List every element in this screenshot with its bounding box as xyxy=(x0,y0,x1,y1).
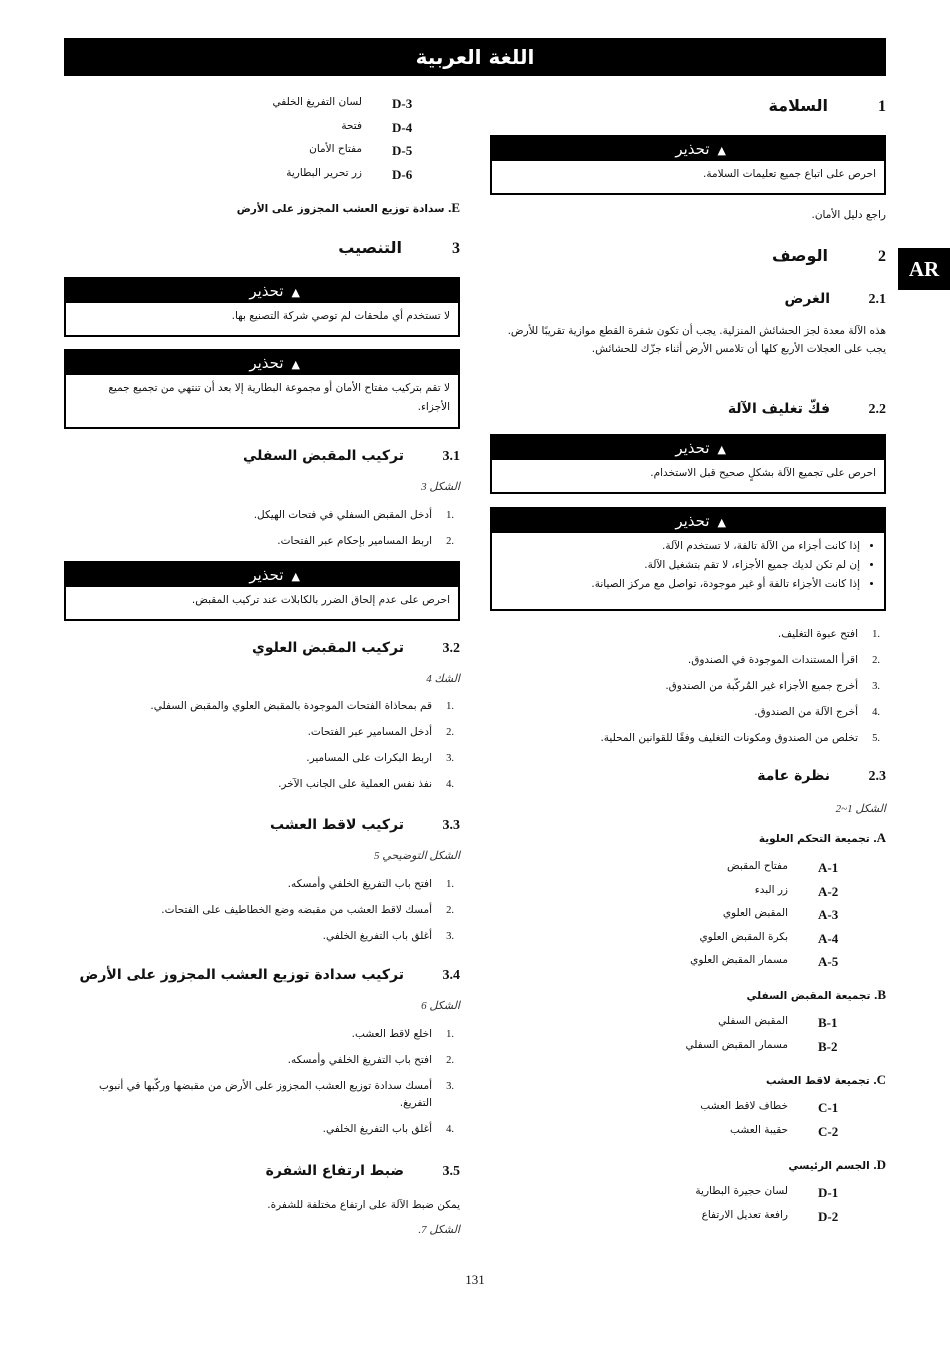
figure-reference: الشكل 7. xyxy=(418,1224,460,1236)
list-item: 3. اربط البكرات على المسامير. xyxy=(306,752,454,764)
page-number: 131 xyxy=(465,1272,485,1287)
section-3-5-heading: 3.5ضبط ارتفاع الشفرة xyxy=(265,1163,460,1179)
warning-box: ▲تحذير لا تستخدم أي ملحقات لم توصي شركة التصنيع بها. xyxy=(64,277,460,337)
upper-handle-steps xyxy=(64,698,460,802)
warning-box: ▲تحذير • إذا كانت أجزاء من الآلة تالفة، لا تستخدم الآلة. • إن لم تكن لديك جميع الأجزاء، لا تقم بتشغيل الآلة. • إذا كانت الأجزاء تالفة أو غير موجودة، تواصل مع مركز الصيانة. xyxy=(490,507,886,611)
warning-icon: ▲ xyxy=(717,144,726,157)
list-item: 2. اقرأ المستندات الموجودة في الصندوق. xyxy=(687,654,880,666)
figure-reference: الشكل التوضيحي 5 xyxy=(374,850,460,862)
part-row: D-1 لسان حجيرة البطارية xyxy=(695,1185,839,1200)
figure-reference: الشكل 1~2 xyxy=(835,803,886,815)
part-row: D-6 زر تحرير البطارية xyxy=(286,166,413,182)
list-item: 3. أخرج جميع الأجزاء غير المُركّبة من الصندوق. xyxy=(665,680,880,692)
list-item: 4. أغلق باب التفريغ الخلفي. xyxy=(322,1123,454,1135)
list-item: 1. افتح عبوة التغليف. xyxy=(777,628,880,640)
warning-box: ▲تحذير احرص على عدم إلحاق الضرر بالكابلات عند تركيب المقبض. xyxy=(64,561,460,621)
part-row: D-4 فتحة xyxy=(341,119,413,135)
warning-text: لا تستخدم أي ملحقات لم توصي شركة التصنيع بها. xyxy=(231,310,450,322)
part-row: C-1 خطاف لاقط العشب xyxy=(700,1100,839,1115)
section-3-2-heading: 3.2تركيب المقبض العلوي xyxy=(251,640,460,656)
list-item: 2. أدخل المسامير عبر الفتحات. xyxy=(307,726,454,738)
list-item: • إن لم تكن لديك جميع الأجزاء، لا تقم بتشغيل الآلة. xyxy=(500,556,860,575)
part-row: D-3 لسان التفريغ الخلفي xyxy=(272,96,413,111)
part-row: D-5 مفتاح الأمان xyxy=(309,143,413,158)
section-3-heading: 3التنصيب xyxy=(338,238,460,257)
list-item: 1. اخلع لاقط العشب. xyxy=(351,1028,454,1040)
warning-text: احرص على تجميع الآلة بشكلٍ صحيح قبل الاستخدام. xyxy=(650,467,876,479)
list-item: 2. أمسك لاقط العشب من مقبضه وضع الخطاطيف على الفتحات. xyxy=(161,904,454,916)
section-3-1-heading: 3.1تركيب المقبض السفلي xyxy=(243,448,460,464)
parts-list-d-cont xyxy=(64,96,460,190)
list-item: 3. أغلق باب التفريغ الخلفي. xyxy=(322,930,454,942)
section-2-2-heading: 2.2فكّ تغليف الآلة xyxy=(727,401,886,417)
part-row: B-1 المقبض السفلي xyxy=(718,1015,838,1030)
group-heading-e: E. سدادة توزيع العشب المجزوز على الأرض xyxy=(236,200,460,215)
blade-height-text: يمكن ضبط الآلة على ارتفاع مختلفة للشفرة. xyxy=(267,1199,460,1211)
group-heading-a: A. تجميعة التحكم العلوية xyxy=(758,830,886,845)
list-item: 2. افتح باب التفريغ الخلفي وأمسكه. xyxy=(287,1054,454,1066)
part-row: B-2 مسمار المقبض السفلي xyxy=(685,1038,838,1054)
warning-box: ▲تحذير احرص على اتباع جميع تعليمات السلامة. xyxy=(490,135,886,195)
mulching-plug-steps xyxy=(64,1026,460,1147)
list-item: • إذا كانت أجزاء من الآلة تالفة، لا تستخدم الآلة. xyxy=(500,537,860,556)
warning-text: لا تقم بتركيب مفتاح الأمان أو مجموعة البطارية إلا بعد أن تنتهي من تجميع جميع الأجزاء. xyxy=(108,382,450,413)
safety-reference: راجع دليل الأمان. xyxy=(811,209,886,221)
list-item: 4. أخرج الآلة من الصندوق. xyxy=(754,706,880,718)
warning-text: احرص على عدم إلحاق الضرر بالكابلات عند تركيب المقبض. xyxy=(191,594,450,606)
unpacking-steps xyxy=(490,626,886,756)
group-heading-b: B. تجميعة المقبض السفلي xyxy=(746,987,886,1002)
part-row: A-1 مفتاح المقبض xyxy=(727,860,839,875)
part-row: A-5 مسمار المقبض العلوي xyxy=(690,954,839,969)
part-row: A-4 بكرة المقبض العلوي xyxy=(699,930,839,946)
parts-list-c xyxy=(490,1100,886,1147)
page-title: اللغة العربية xyxy=(64,38,886,76)
figure-reference: الشكل 3 xyxy=(421,481,460,493)
warning-icon: ▲ xyxy=(717,516,726,529)
warning-icon: ▲ xyxy=(291,358,300,371)
warning-icon: ▲ xyxy=(291,570,300,583)
list-item: 5. تخلص من الصندوق ومكونات التغليف وفقًا للقوانين المحلية. xyxy=(600,732,880,744)
list-item: 1. افتح باب التفريغ الخلفي وأمسكه. xyxy=(287,878,454,890)
warning-box: ▲تحذير لا تقم بتركيب مفتاح الأمان أو مجموعة البطارية إلا بعد أن تنتهي من تجميع جميع الأجزاء. xyxy=(64,349,460,429)
group-heading-c: C. تجميعة لاقط العشب xyxy=(766,1072,886,1087)
grass-catcher-steps xyxy=(64,876,460,954)
warning-icon: ▲ xyxy=(291,286,300,299)
parts-list-a xyxy=(490,860,886,978)
section-3-4-heading: 3.4تركيب سدادة توزيع العشب المجزوز على الأرض xyxy=(79,967,460,983)
part-row: A-2 زر البدء xyxy=(754,883,839,899)
section-2-1-heading: 2.1الغرض xyxy=(784,291,886,307)
section-3-3-heading: 3.3تركيب لاقط العشب xyxy=(270,817,460,833)
parts-list-b xyxy=(490,1015,886,1062)
part-row: D-2 رافعة تعديل الارتفاع xyxy=(701,1208,839,1224)
list-item: 3. أمسك سدادة توزيع العشب المجزوز على الأرض من مقبضها وركّبها في أنبوب التفريغ. xyxy=(98,1080,454,1109)
list-item: • إذا كانت الأجزاء تالفة أو غير موجودة، تواصل مع مركز الصيانة. xyxy=(500,575,860,594)
group-heading-d: D. الجسم الرئيسي xyxy=(788,1157,886,1172)
figure-reference: الشك 4 xyxy=(426,673,460,685)
warning-box: ▲تحذير احرص على تجميع الآلة بشكلٍ صحيح قبل الاستخدام. xyxy=(490,434,886,494)
purpose-text: هذه الآلة معدة لجز الحشائش المنزلية. يجب أن تكون شفرة القطع موازية تقريبًا للأرض. يجب على العجلات الأربع كلها أن تلامس الأرض أثناء جزّك للحشائش. xyxy=(507,325,886,355)
warning-text: احرص على اتباع جميع تعليمات السلامة. xyxy=(703,168,876,180)
list-item: 2. اربط المسامير بإحكام عبر الفتحات. xyxy=(277,535,454,547)
part-row: C-2 حقيبة العشب xyxy=(730,1123,839,1139)
list-item: 1. أدخل المقبض السفلي في فتحات الهيكل. xyxy=(253,509,454,521)
section-2-3-heading: 2.3نظرة عامة xyxy=(757,768,886,784)
warning-icon: ▲ xyxy=(717,443,726,456)
parts-list-d xyxy=(490,1185,886,1232)
lower-handle-steps xyxy=(64,507,460,559)
part-row: A-3 المقبض العلوي xyxy=(722,907,839,922)
warning-list xyxy=(500,537,876,594)
figure-reference: الشكل 6 xyxy=(421,1000,460,1012)
section-1-heading: 1السلامة xyxy=(768,96,886,115)
list-item: 4. نفذ نفس العملية على الجانب الآخر. xyxy=(278,778,454,790)
list-item: 1. قم بمحاذاة الفتحات الموجودة بالمقبض العلوي والمقبض السفلي. xyxy=(150,700,454,712)
language-tab: AR xyxy=(898,248,950,290)
section-2-heading: 2الوصف xyxy=(771,246,886,265)
